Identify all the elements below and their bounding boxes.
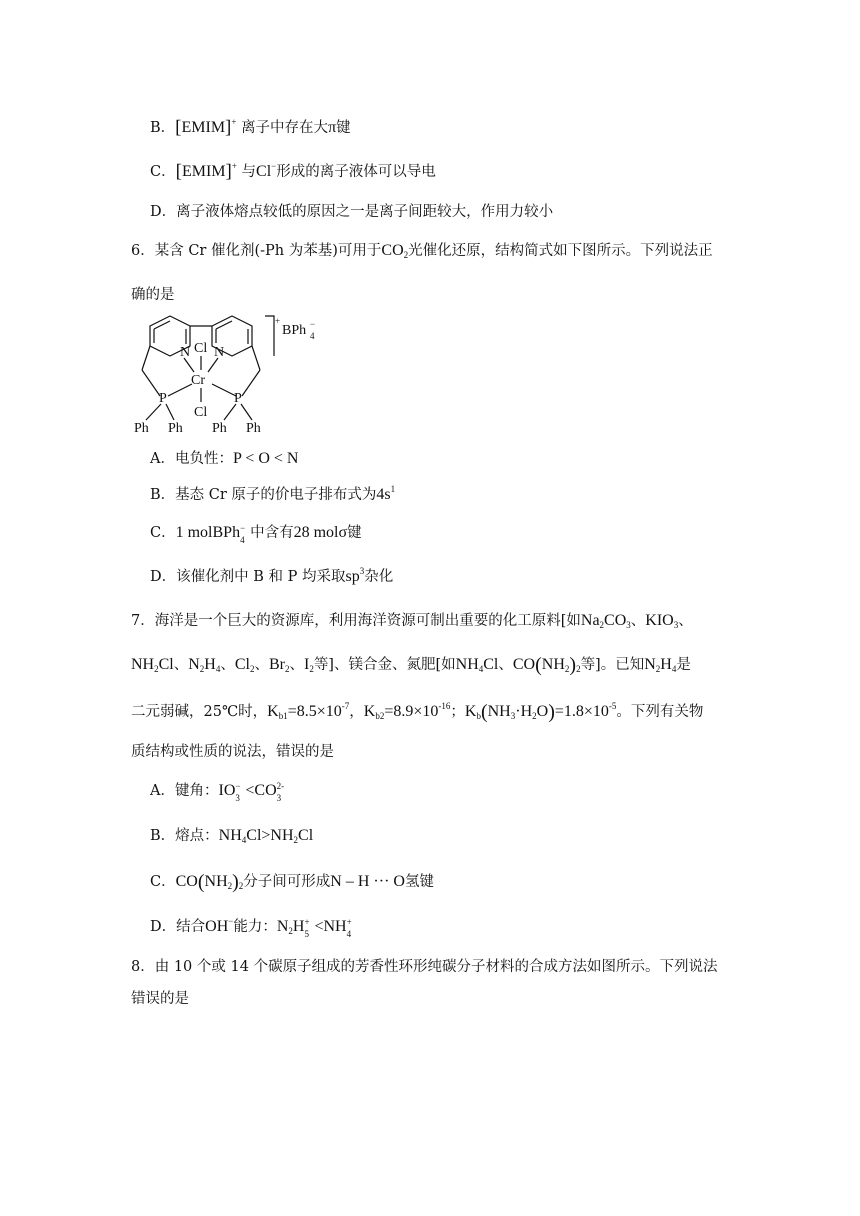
q6-stem-line2: 确的是	[131, 287, 175, 303]
ph-label: Ph	[134, 421, 149, 436]
q7-option-d: D．结合OH−能力：$N_2H$ + 5 <NH + 4	[150, 916, 352, 939]
ph-label: Ph	[168, 421, 183, 436]
ph-label: Ph	[212, 421, 227, 436]
ph-label: Ph	[246, 421, 261, 436]
atom-cr: Cr	[191, 373, 205, 388]
q7-stem-line3: 二元弱碱，25℃时，$K_{b1}=8.5\times 10^{-7}$，$K_{b2}=8.9\times 10^{-16}$；$K_b(NH_3\cdot H_2O)=1.8\times 10^{-5}$。下列有关物	[131, 701, 704, 723]
q6-stem-line1: 6．某含 Cr 催化剂(-Ph 为苯基)可用于$CO_2$光催化还原，结构简式如下图所示。下列说法正	[131, 242, 713, 260]
q6-option-b: B．基态 Cr 原子的价电子排布式为$4s^1$	[150, 484, 396, 503]
q8-stem-line2: 错误的是	[131, 991, 189, 1007]
atom-cl-top: Cl	[194, 341, 208, 356]
q5-option-b: B．[EMIM]+ 离子中存在大π键	[150, 117, 351, 138]
q7-stem-line1: 7．海洋是一个巨大的资源库，利用海洋资源可制出重要的化工原料[如$Na_2CO_3$、$KIO_3$、	[131, 612, 693, 630]
q5-option-c: C．[EMIM]+ 与Cl−形成的离子液体可以导电	[150, 161, 436, 182]
atom-n-right: N	[214, 345, 225, 360]
svg-text:−: −	[310, 319, 316, 329]
q7-option-c: C．$CO(NH_2)_2$分子间可形成N – H ··· O氢键	[150, 871, 434, 893]
atom-p-right: P	[234, 391, 242, 406]
q7-option-a: A．键角：IO − 3 <CO 2- 3	[150, 781, 285, 803]
atom-cl-bottom: Cl	[194, 405, 208, 420]
q8-stem-line1: 8．由 10 个或 14 个碳原子组成的芳香性环形纯碳分子材料的合成方法如图所示。下列说法	[131, 959, 718, 975]
q6-option-d: D．该催化剂中 B 和 P 均采取$sp^3$杂化	[150, 566, 394, 585]
q7-stem-line2: $NH_2Cl$、$N_2H_4$、$Cl_2$、$Br_2$、$I_2$等]、镁合金、氮肥[如$NH_4Cl$、$CO(NH_2)_2$等]。已知$N_2H_4$是	[131, 654, 691, 676]
counterion: BPh	[282, 323, 307, 338]
q5-option-d: D．离子液体熔点较低的原因之一是离子间距较大，作用力较小	[150, 204, 554, 220]
q7-option-b: B．熔点：$NH_4Cl>NH_2Cl$	[150, 827, 314, 845]
atom-p-left: P	[159, 391, 167, 406]
q6-option-c: C．1 molBPh − 4 中含有28 molσ键	[150, 523, 362, 545]
q6-option-a: A．电负性：P < O < N	[150, 450, 299, 467]
cr-catalyst-structure	[128, 312, 338, 442]
atom-n-left: N	[180, 345, 191, 360]
complex-charge: +	[275, 316, 281, 326]
q7-stem-line4: 质结构或性质的说法，错误的是	[131, 744, 334, 760]
svg-text:4: 4	[310, 331, 315, 341]
